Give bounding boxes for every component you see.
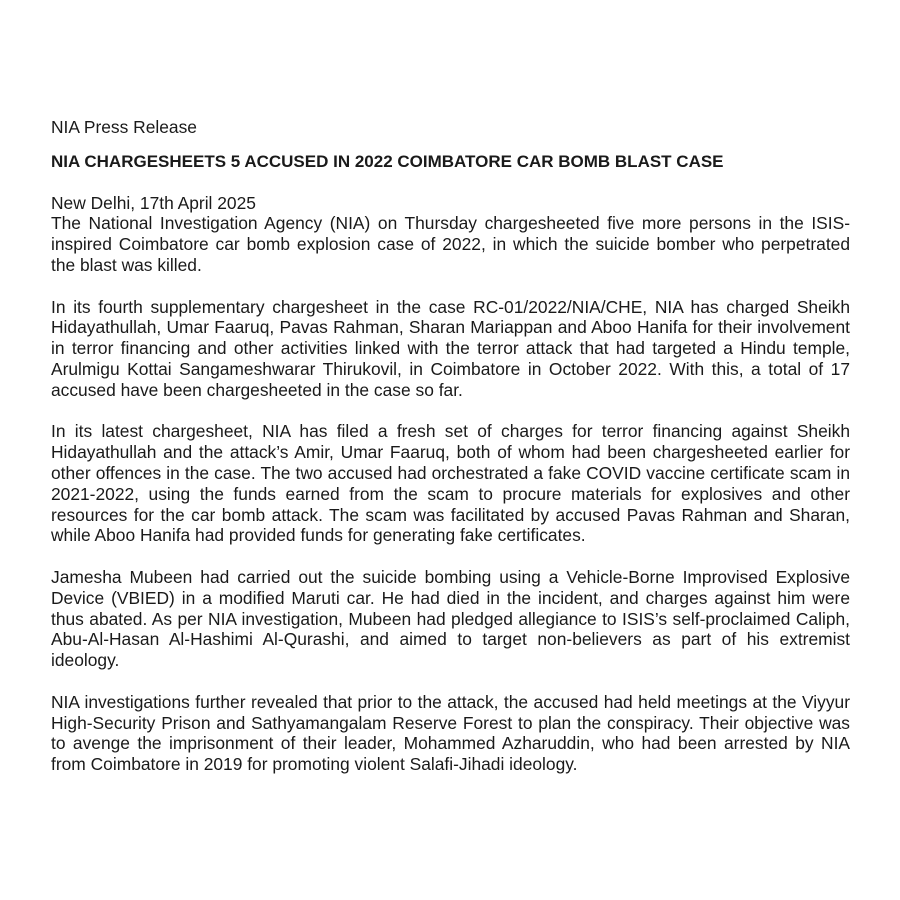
dateline: New Delhi, 17th April 2025	[51, 192, 256, 213]
paragraph-4: Jamesha Mubeen had carried out the suicide bombing using a Vehicle-Borne Improvised Explosive Device (VBIED) in a modified Maruti car. He had died in the incident, and charges against him were thus abated. As per NIA investigation, Mubeen had pledged allegiance to ISIS’s self-proclaimed Caliph, Abu-Al-Hasan Al-Hashimi Al-Qurashi, and aimed to target non-believers as part of his extremist ideology.	[51, 566, 850, 671]
press-release-document	[51, 117, 850, 775]
paragraph-1: The National Investigation Agency (NIA) on Thursday chargesheeted five more persons in the ISIS-inspired Coimbatore car bomb explosion case of 2022, in which the suicide bomber who perpetrated the blast was killed.	[51, 213, 850, 275]
paragraph-2: In its fourth supplementary chargesheet in the case RC-01/2022/NIA/CHE, NIA has charged Sheikh Hidayathullah, Umar Faaruq, Pavas Rahman, Sharan Mariappan and Aboo Hanifa for their involvement in terror financing and other activities linked with the terror attack that had targeted a Hindu temple, Arulmigu Kottai Sangameshwarar Thirukovil, in Coimbatore in October 2022. With this, a total of 17 accused have been chargesheeted in the case so far.	[51, 296, 850, 400]
press-release-title: NIA CHARGESHEETS 5 ACCUSED IN 2022 COIMBATORE CAR BOMB BLAST CASE	[51, 151, 724, 171]
paragraph-3: In its latest chargesheet, NIA has filed a fresh set of charges for terror financing against Sheikh Hidayathullah and the attack’s Amir, Umar Faaruq, both of whom had been chargesheeted earlier for other offences in the case. The two accused had orchestrated a fake COVID vaccine certificate scam in 2021-2022, using the funds earned from the scam to procure materials for explosives and other resources for the car bomb attack. The scam was facilitated by accused Pavas Rahman and Sharan, while Aboo Hanifa had provided funds for generating fake certificates.	[51, 421, 850, 546]
paragraph-5: NIA investigations further revealed that prior to the attack, the accused had held meetings at the Viyyur High-Security Prison and Sathyamangalam Reserve Forest to plan the conspiracy. Their objective was to avenge the imprisonment of their leader, Mohammed Azharuddin, who had been arrested by NIA from Coimbatore in 2019 for promoting violent Salafi-Jihadi ideology.	[51, 691, 850, 775]
header-label: NIA Press Release	[51, 117, 197, 137]
